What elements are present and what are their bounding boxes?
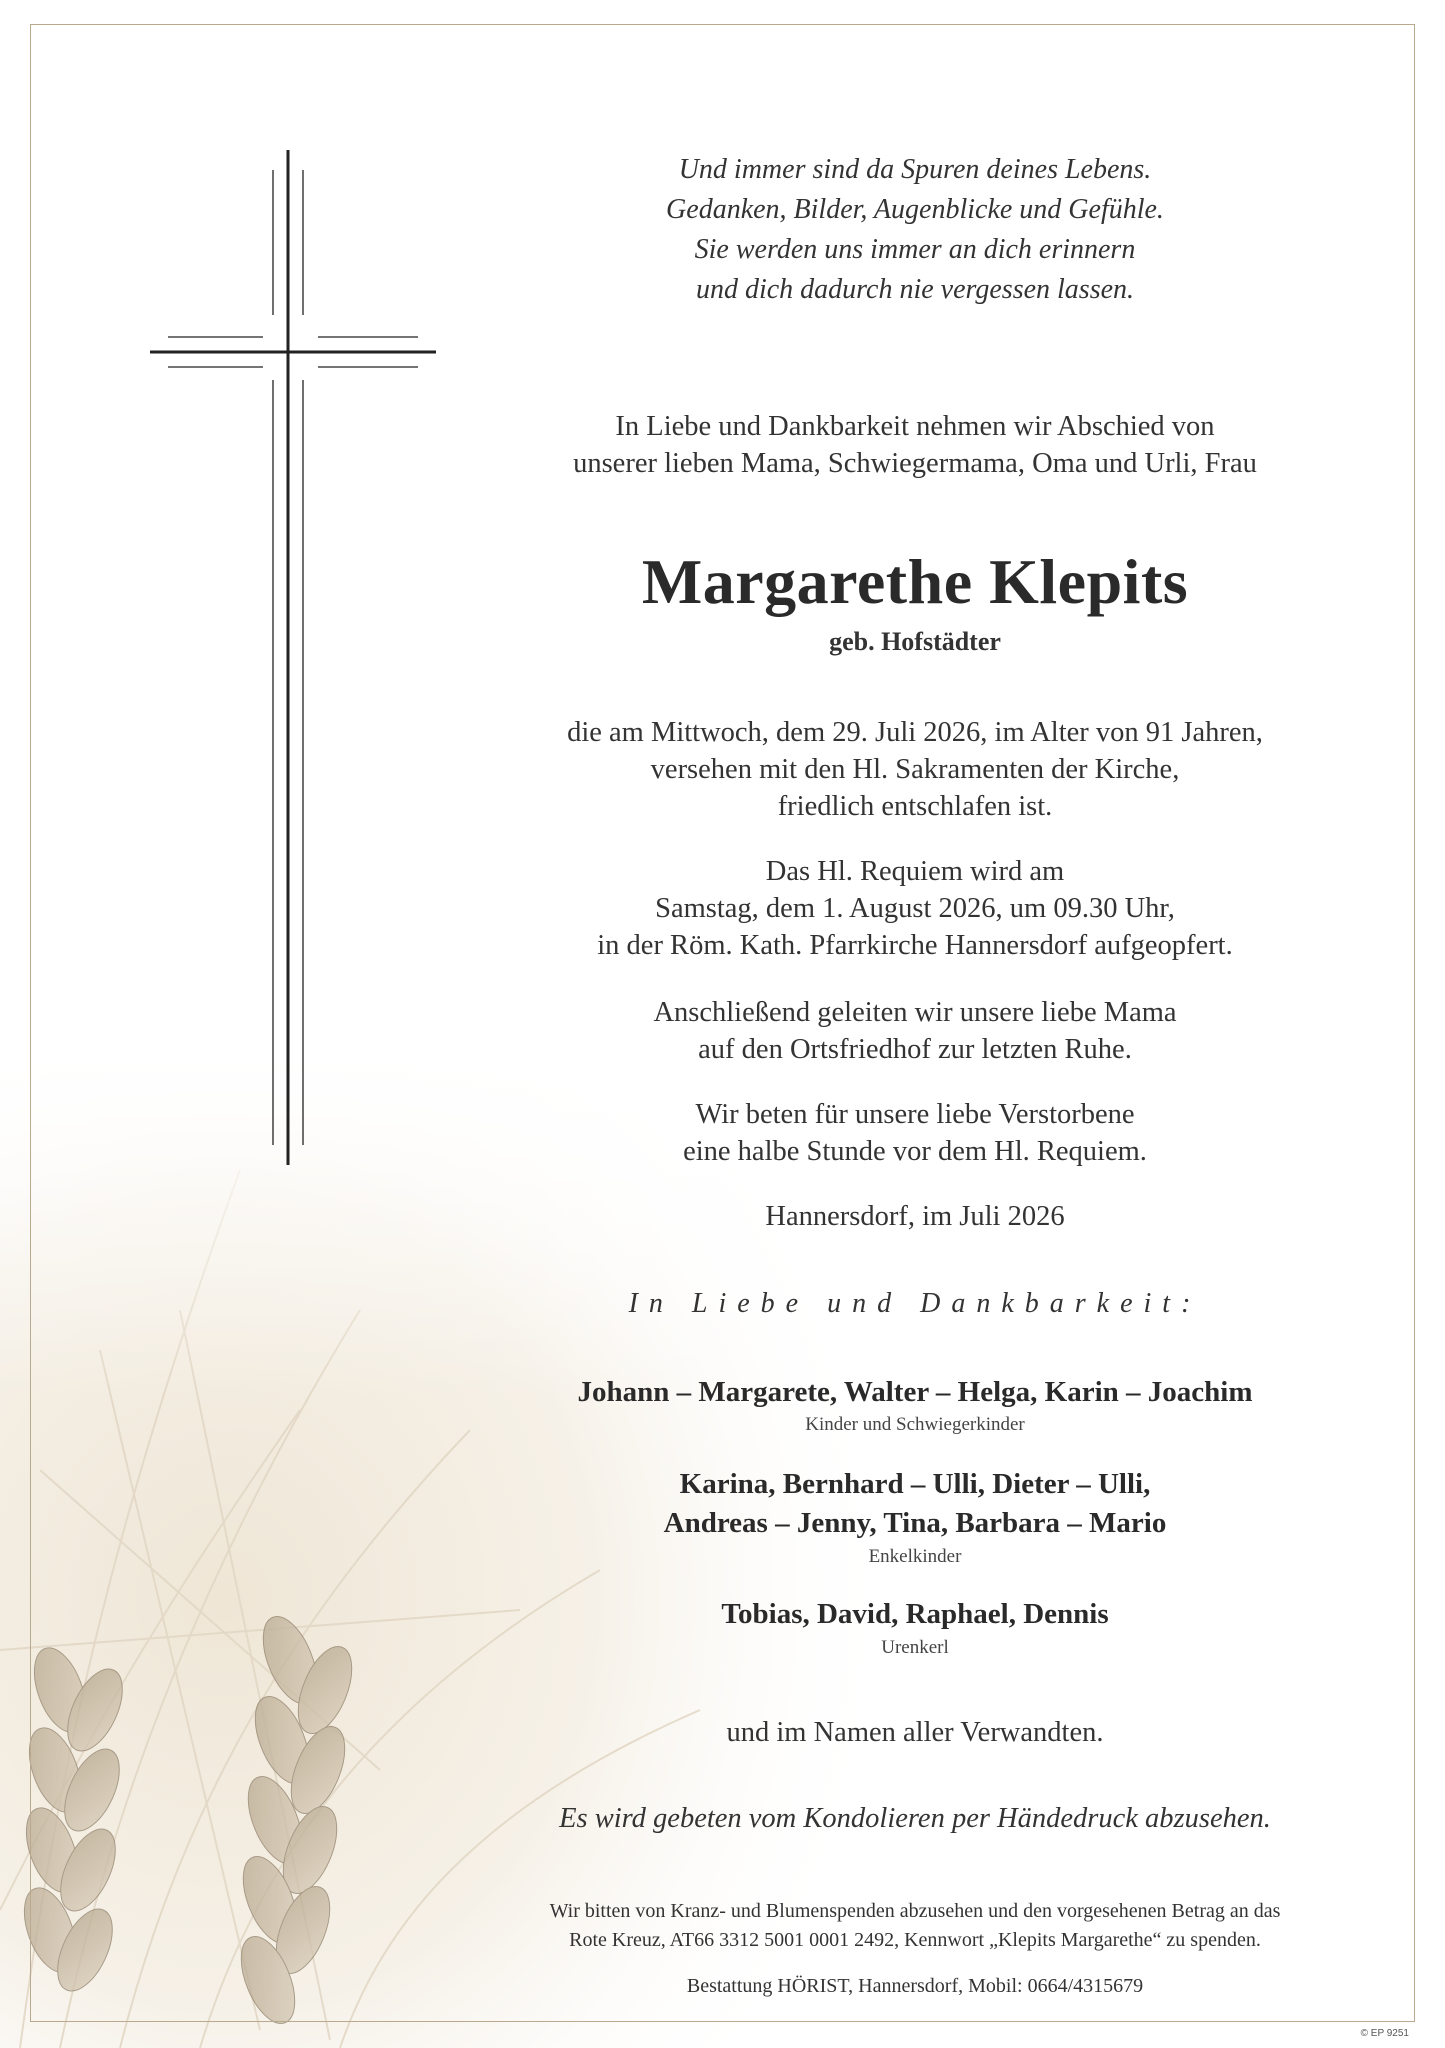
requiem-line: Das Hl. Requiem wird am: [765, 856, 1065, 887]
maiden-name: geb. Hofstädter: [829, 627, 1001, 656]
prayer-line: eine halbe Stunde vor dem Hl. Requiem.: [683, 1136, 1147, 1167]
grandchildren-names-line-2: Andreas – Jenny, Tina, Barbara – Mario: [663, 1507, 1167, 1539]
farewell-intro: [440, 408, 1390, 482]
verse-line: Und immer sind da Spuren deines Lebens.: [678, 154, 1152, 185]
requiem-info: [440, 853, 1390, 964]
grandchildren-label: Enkelkinder: [868, 1546, 962, 1567]
donation-note: [440, 1897, 1390, 1955]
donation-line: Rote Kreuz, AT66 3312 5001 0001 2492, Kennwort „Klepits Margarethe“ zu spenden.: [569, 1929, 1261, 1951]
children-names: Johann – Margarete, Walter – Helga, Karin – Joachim: [577, 1376, 1253, 1408]
requiem-line: Samstag, dem 1. August 2026, um 09.30 Uhr,: [655, 893, 1175, 924]
great-grandchildren-label: Urenkerl: [881, 1637, 949, 1658]
deceased-name: Margarethe Klepits: [641, 546, 1189, 617]
burial-info: [440, 994, 1390, 1068]
death-info-line: die am Mittwoch, dem 29. Juli 2026, im Alter von 91 Jahren,: [567, 717, 1263, 748]
memorial-verse: [440, 150, 1390, 310]
requiem-line: in der Röm. Kath. Pfarrkirche Hannersdorf aufgeopfert.: [597, 930, 1233, 961]
great-grandchildren-names: Tobias, David, Raphael, Dennis: [721, 1598, 1109, 1630]
verse-line: Sie werden uns immer an dich erinnern: [694, 234, 1136, 265]
condolence-request: Es wird gebeten vom Kondolieren per Händedruck abzusehen.: [559, 1803, 1271, 1834]
print-code: © EP 9251: [1360, 2028, 1409, 2039]
intro-line: unserer lieben Mama, Schwiegermama, Oma und Urli, Frau: [573, 448, 1257, 479]
death-info-line: versehen mit den Hl. Sakramenten der Kirche,: [650, 754, 1180, 785]
grandchildren-names-line-1: Karina, Bernhard – Ulli, Dieter – Ulli,: [679, 1468, 1151, 1500]
place-date: Hannersdorf, im Juli 2026: [765, 1201, 1065, 1232]
cross-icon: [148, 150, 438, 1170]
death-info-line: friedlich entschlafen ist.: [777, 791, 1053, 822]
relatives-line: und im Namen aller Verwandten.: [726, 1717, 1104, 1748]
burial-line: auf den Ortsfriedhof zur letzten Ruhe.: [698, 1034, 1132, 1065]
donation-line: Wir bitten von Kranz- und Blumenspenden abzusehen und den vorgesehenen Betrag an das: [549, 1900, 1281, 1922]
prayer-line: Wir beten für unsere liebe Verstorbene: [695, 1099, 1135, 1130]
death-info: [440, 714, 1390, 825]
burial-line: Anschließend geleiten wir unsere liebe Mama: [653, 997, 1177, 1028]
prayer-info: [440, 1096, 1390, 1170]
children-label: Kinder und Schwiegerkinder: [805, 1414, 1025, 1435]
intro-line: In Liebe und Dankbarkeit nehmen wir Abschied von: [615, 411, 1215, 442]
verse-line: und dich dadurch nie vergessen lassen.: [695, 274, 1135, 305]
verse-line: Gedanken, Bilder, Augenblicke und Gefühle.: [666, 194, 1164, 225]
mourners-heading: In Liebe und Dankbarkeit:: [628, 1288, 1202, 1319]
undertaker-contact: Bestattung HÖRIST, Hannersdorf, Mobil: 0664/4315679: [686, 1975, 1144, 1997]
